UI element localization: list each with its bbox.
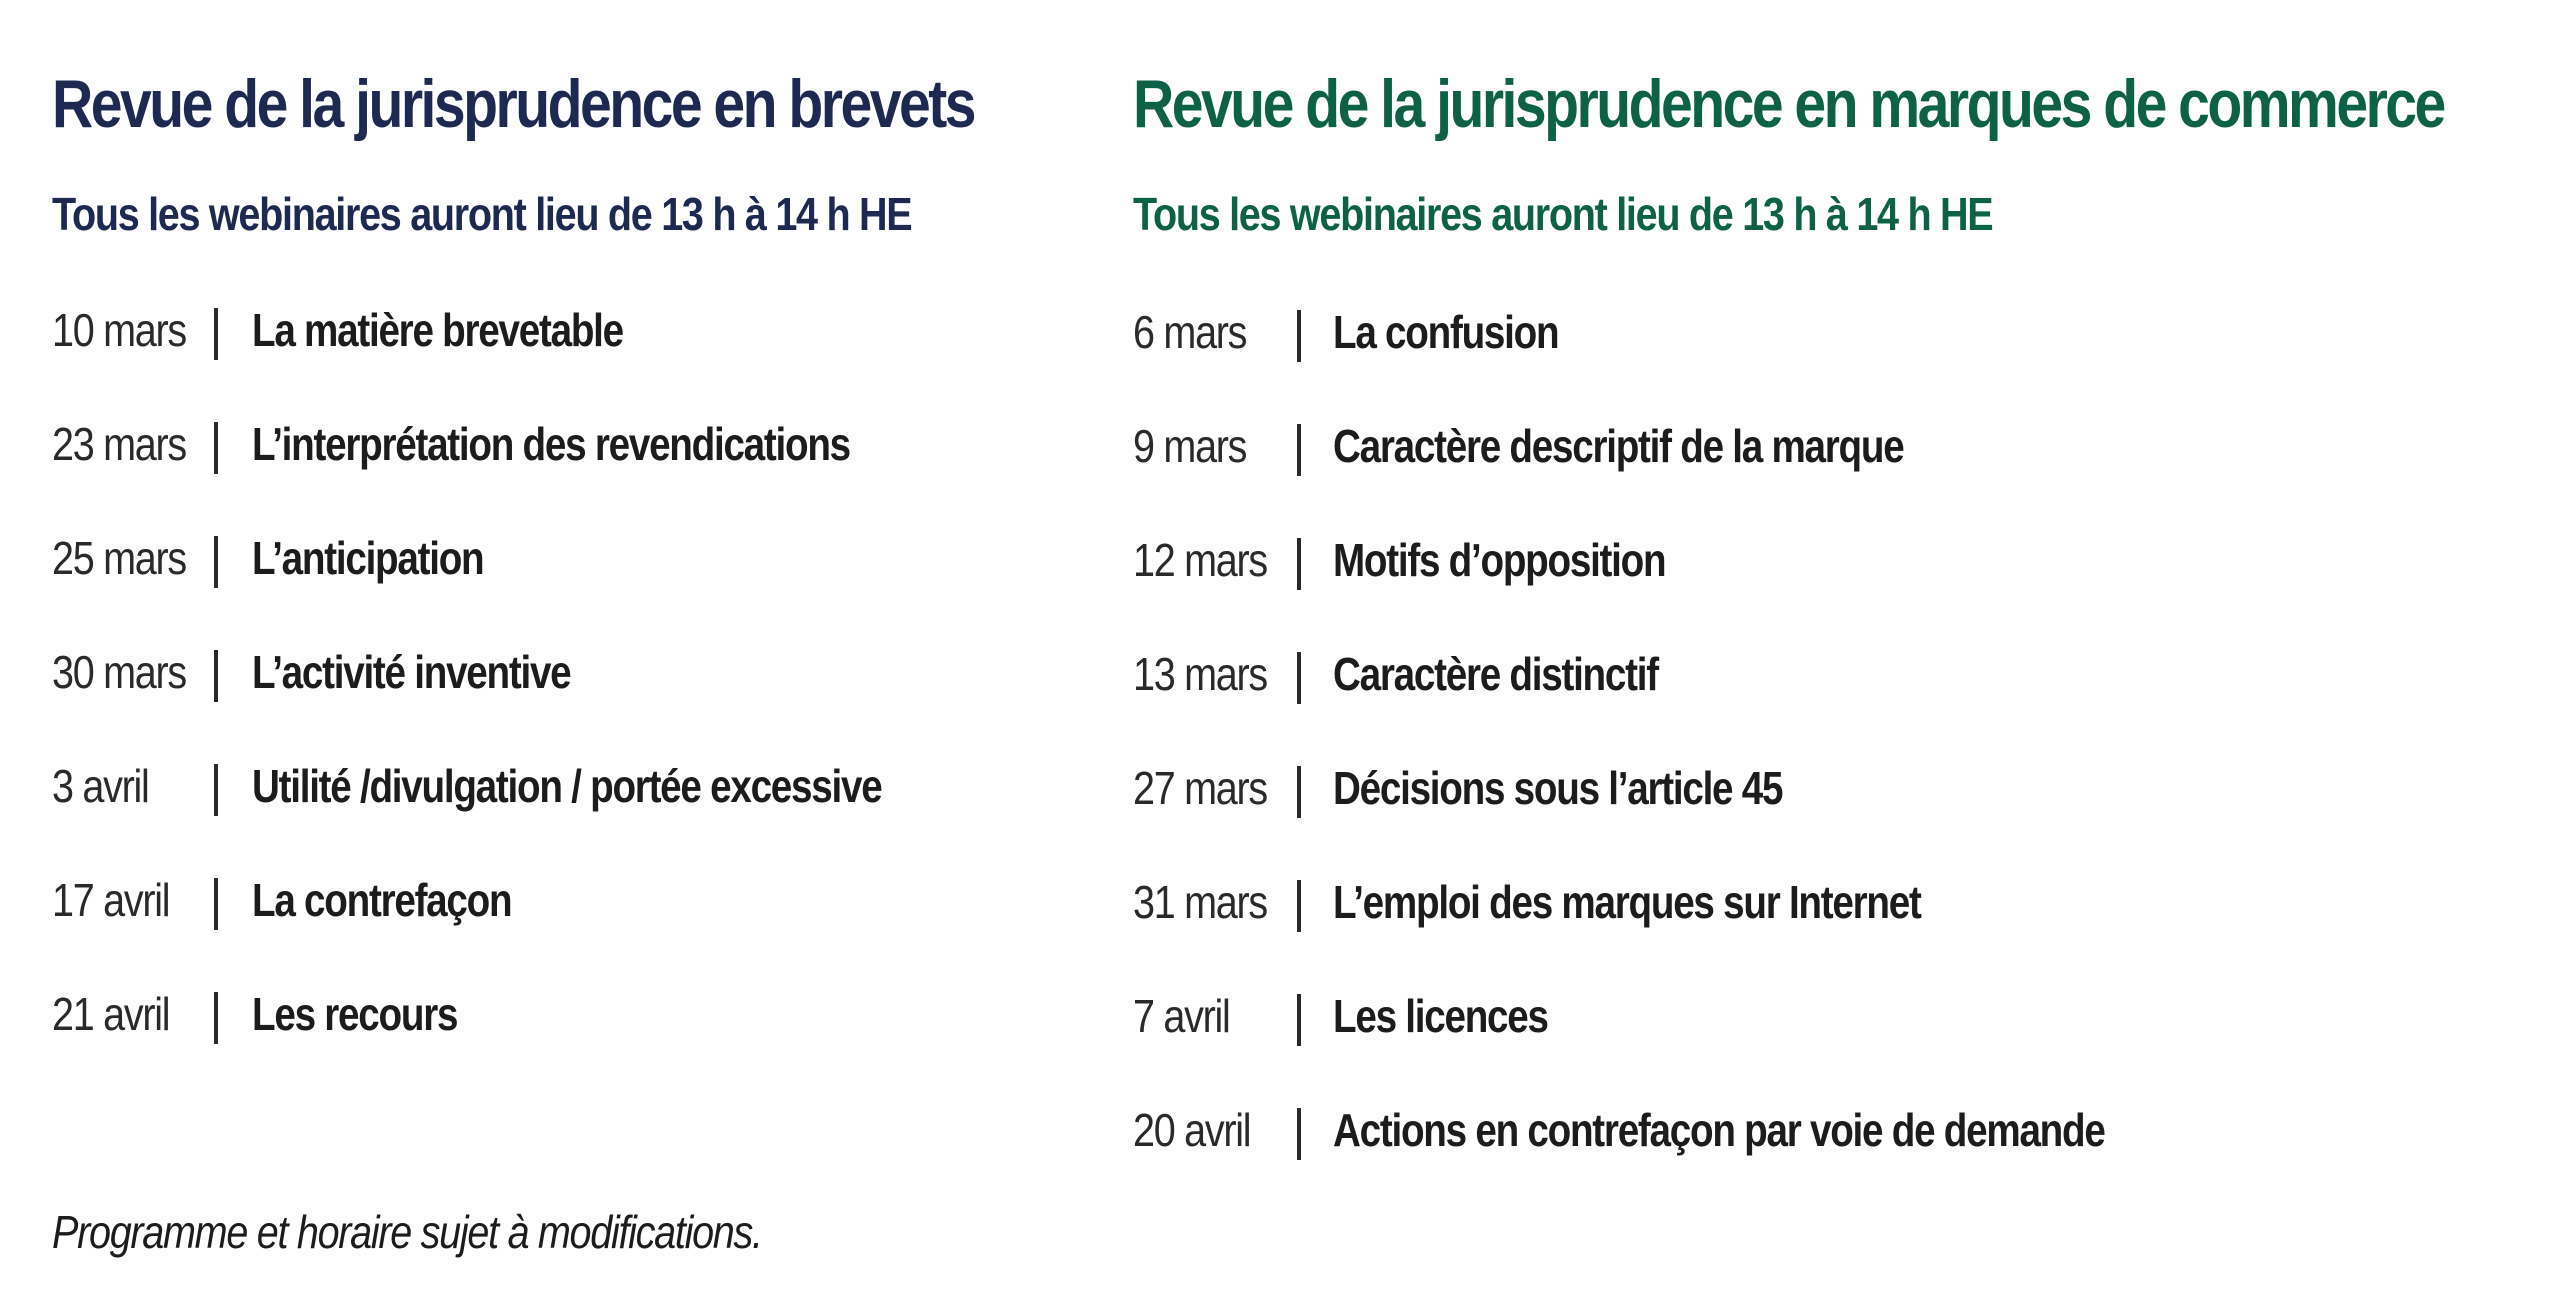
separator-bar xyxy=(1297,310,1301,362)
session-date: 27 mars xyxy=(1133,762,1267,814)
separator-bar xyxy=(1297,1108,1301,1160)
separator-bar xyxy=(1297,424,1301,476)
session-date: 20 avril xyxy=(1133,1104,1251,1156)
session-topic: Utilité /divulgation / portée excessive xyxy=(252,760,882,812)
separator-bar xyxy=(214,992,218,1044)
trademarks-subtitle: Tous les webinaires auront lieu de 13 h à 14 h HE xyxy=(1133,188,1993,240)
separator-bar xyxy=(214,764,218,816)
session-topic: L’emploi des marques sur Internet xyxy=(1333,876,1921,928)
separator-bar xyxy=(1297,538,1301,590)
separator-bar xyxy=(1297,880,1301,932)
schedule-disclaimer: Programme et horaire sujet à modifications. xyxy=(52,1206,762,1258)
session-date: 6 mars xyxy=(1133,306,1247,358)
patents-subtitle: Tous les webinaires auront lieu de 13 h à 14 h HE xyxy=(52,188,912,240)
session-topic: L’anticipation xyxy=(252,532,484,584)
session-topic: Les licences xyxy=(1333,990,1548,1042)
separator-bar xyxy=(214,536,218,588)
separator-bar xyxy=(214,308,218,360)
session-date: 13 mars xyxy=(1133,648,1267,700)
session-topic: La matière brevetable xyxy=(252,304,623,356)
session-date: 21 avril xyxy=(52,988,170,1040)
session-topic: Caractère descriptif de la marque xyxy=(1333,420,1904,472)
separator-bar xyxy=(214,878,218,930)
session-topic: L’interprétation des revendications xyxy=(252,418,850,470)
session-topic: Décisions sous l’article 45 xyxy=(1333,762,1783,814)
trademarks-title: Revue de la jurisprudence en marques de commerce xyxy=(1133,66,2444,142)
session-date: 23 mars xyxy=(52,418,186,470)
session-date: 17 avril xyxy=(52,874,170,926)
session-date: 30 mars xyxy=(52,646,186,698)
session-date: 7 avril xyxy=(1133,990,1230,1042)
session-topic: Caractère distinctif xyxy=(1333,648,1658,700)
session-date: 3 avril xyxy=(52,760,149,812)
session-topic: La contrefaçon xyxy=(252,874,512,926)
session-date: 25 mars xyxy=(52,532,186,584)
separator-bar xyxy=(214,422,218,474)
session-topic: L’activité inventive xyxy=(252,646,571,698)
patents-title: Revue de la jurisprudence en brevets xyxy=(52,66,974,142)
session-topic: Actions en contrefaçon par voie de demande xyxy=(1333,1104,2105,1156)
session-date: 9 mars xyxy=(1133,420,1247,472)
session-date: 31 mars xyxy=(1133,876,1267,928)
separator-bar xyxy=(1297,766,1301,818)
separator-bar xyxy=(214,650,218,702)
session-date: 12 mars xyxy=(1133,534,1267,586)
separator-bar xyxy=(1297,652,1301,704)
session-topic: Motifs d’opposition xyxy=(1333,534,1666,586)
separator-bar xyxy=(1297,994,1301,1046)
session-topic: La confusion xyxy=(1333,306,1559,358)
session-topic: Les recours xyxy=(252,988,458,1040)
session-date: 10 mars xyxy=(52,304,186,356)
